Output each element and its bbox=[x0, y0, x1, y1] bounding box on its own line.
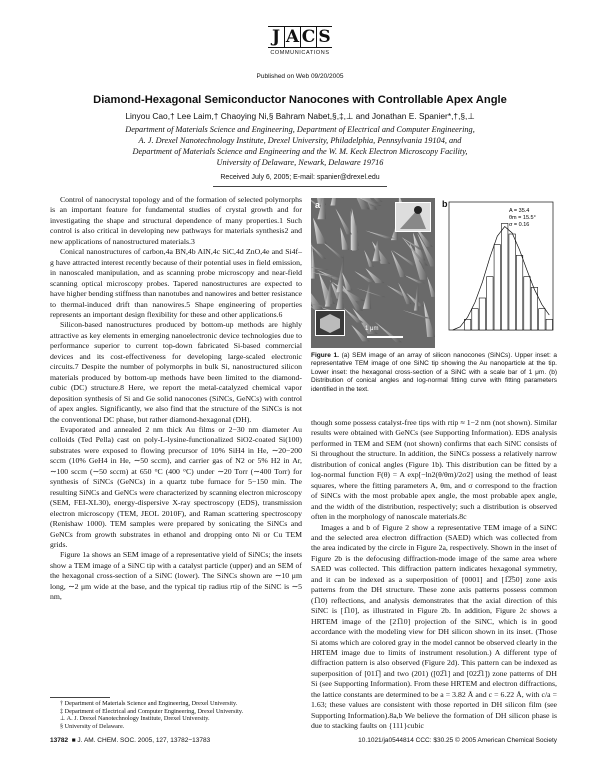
histogram-bar bbox=[509, 234, 515, 330]
legend-text: σ = 0.16 bbox=[509, 222, 530, 228]
legend-text: A = 35.4 bbox=[509, 208, 530, 214]
tem-tip-inset bbox=[395, 202, 431, 232]
affiliations bbox=[90, 124, 510, 168]
legend-text: θm = 15.5° bbox=[509, 215, 536, 221]
paragraph: Control of nanocrystal topology and of the formation of selected polymorphs is an important feature for fundamental studies of crystal growth and for investigating the shape and structural dependence of many properties.1 Such control is also critical in developing new pathways for materials synthesis2 and new applications of nanostructured materials.3 bbox=[50, 195, 302, 246]
paragraph: Figure 1a shows an SEM image of a representative yield of SiNCs; the insets show a TEM image of a SiNC tip with a catalyst particle (upper) and an SEM of the hexagonal cross-section of a SiNC (lower). The SiNCs shown are ∼10 μm long, ∼2 μm wide at the base, and the typical tip radius rtip of the SiNC is ∼5 nm, bbox=[50, 550, 302, 602]
right-column bbox=[311, 418, 557, 732]
page-number: 13782 bbox=[50, 737, 69, 744]
published-date: Published on Web 09/20/2005 bbox=[256, 73, 344, 80]
footnote: ⊥ A. J. Drexel Nanotechnology Institute, Drexel University. bbox=[60, 715, 210, 723]
histogram-bar bbox=[546, 319, 552, 330]
footnotes bbox=[50, 700, 302, 730]
panel-b-label: b bbox=[442, 199, 448, 209]
footnote-rule bbox=[50, 697, 110, 698]
logo-letter: C bbox=[301, 27, 316, 47]
footnote: ‡ Department of Electrical and Computer Engineering, Drexel University. bbox=[60, 707, 244, 715]
scale-label: 1 μm bbox=[365, 326, 379, 332]
histogram-bar bbox=[502, 223, 508, 330]
author-list: Linyou Cao,† Lee Laim,† Chaoying Ni,§ Bahram Nabet,§,‡,⊥ and Jonathan E. Spanier*,†,§,⊥ bbox=[125, 111, 475, 121]
histogram-bar bbox=[516, 255, 522, 330]
footnote: § University of Delaware. bbox=[60, 722, 125, 730]
hexagon-cross-section bbox=[316, 311, 344, 335]
histogram-bar bbox=[524, 277, 530, 330]
histogram-bar bbox=[472, 309, 478, 330]
histogram-bar bbox=[494, 245, 500, 330]
received-line: Received July 6, 2005; E-mail: spanier@drexel.edu bbox=[220, 174, 380, 181]
article-title: Diamond-Hexagonal Semiconductor Nanocones with Controllable Apex Angle bbox=[93, 94, 507, 106]
caption-label: Figure 1. bbox=[311, 352, 339, 359]
logo-subtitle: COMMUNICATIONS bbox=[270, 50, 330, 56]
journal-logo bbox=[268, 26, 332, 56]
page-footer bbox=[50, 737, 557, 744]
figure-1 bbox=[311, 198, 557, 348]
footer-right: 10.1021/ja0544814 CCC: $30.25 © 2005 American Chemical Society bbox=[358, 737, 557, 744]
left-column bbox=[50, 195, 302, 603]
angle-distribution-chart bbox=[439, 198, 557, 348]
affiliation-line: Department of Materials Science and Engineering and the W. M. Keck Electron Microscopy Facility, bbox=[132, 147, 468, 156]
tem-tip-inset-image bbox=[396, 203, 430, 231]
sem-image-panel bbox=[311, 198, 435, 348]
cross-section-inset bbox=[315, 310, 345, 336]
logo-letter: J bbox=[271, 27, 281, 47]
histogram-bar bbox=[479, 298, 485, 330]
footer-left bbox=[50, 737, 210, 744]
footnote: † Department of Materials Science and Engineering, Drexel University. bbox=[60, 700, 238, 707]
panel-a-label: a bbox=[315, 200, 321, 210]
affiliation-line: University of Delaware, Newark, Delaware 19716 bbox=[216, 158, 384, 167]
paragraph: Silicon-based nanostructures produced by bottom-up methods are highly attractive as key elements in emerging nanoelectronic device technologies due to performance superior to current top-down fabricated Si-based commercial devices and its cost-effectiveness for developing large-scaled electronic circuits.7 Despite the number of polymorphs in bulk Si, nanostructured silicon materials produced by bottom-up methods have been limited to the diamond-cubic (DC) structure.8 Here, we report the metal-catalyzed chemical vapor deposition synthesis of Si and Ge solid nanocones (SiNCs, GeNCs) with control of apex angles. Significantly, we also find that the structure of the SiNCs is not the conventional DC phase, but rather diamond-hexagonal (DH). bbox=[50, 320, 302, 424]
affiliation-line: A. J. Drexel Nanotechnology Institute, Drexel University, Philadelphia, Pennsylvania 19104, and bbox=[138, 136, 462, 145]
histogram-svg bbox=[439, 198, 557, 348]
scale-bar bbox=[367, 336, 403, 338]
figure-caption bbox=[311, 352, 557, 394]
paragraph: though some possess catalyst-free tips with rtip ≈ 1−2 nm (not shown). Similar results were obtained with GeNCs (see Supporting Information). EDS analysis performed in TEM and SEM (not shown) confirms that each SiNC consists of Si throughout the structure. In addition, the SiNCs possess a relatively narrow distribution of conical angles (Figure 1b). This distribution can be fitted by a log-normal function F(θ) = A exp[−ln2(θ/θm)/2σ2] using the method of least squares, where the fitting parameters A, θm, and σ correspond to the fraction of SiNCs with the most probable apex angle, the most probable apex angle, and the width of the distribution, respectively; such a distribution is observed often in the morphology of nanoscale materials.8c bbox=[311, 418, 557, 522]
caption-text: (a) SEM image of an array of silicon nanocones (SiNCs). Upper inset: a representative TEM image of one SiNC tip showing the Au nanoparticle at the tip. Lower inset: the hexagonal cross-section of a SiNC with a scale bar of 1 μm. (b) Distribution of conical angles and log-normal fitting curve with fitting parameters identified in the text. bbox=[311, 352, 558, 393]
histogram-bar bbox=[539, 309, 545, 330]
logo-letter: S bbox=[316, 27, 332, 47]
paragraph: Images a and b of Figure 2 show a representative TEM image of a SiNC and the selected area electron diffraction (SAED) which was collected from the area indicated by the circle in Figure 2a, respectively. Shown in the inset of Figure 2b is the defocusing diffraction-mode image of the same area where SAED was collected. This diffraction pattern indicates hexagonal symmetry, and it can be indexed as a superposition of [0001] and [1̅2̅50] zone axis patterns from the DH structure. These zone axis patterns possess common (1̅10) reflections, and analysis demonstrates that the axial direction of this SiNC is [1̅10], as illustrated in Figure 2b. In addition, Figure 2c shows a HRTEM image of the [21̅10] projection of the SiNC, which is in good accordance with the modeling view for DH silicon shown in its inset. (Those Si atoms which are colored gray in the model cannot be observed clearly in the HRTEM image due to limits of instrument resolution.) A different type of diffraction pattern is also observed (Figure 2d). This pattern can be indexed as superposition of [011̅] and two (201) ([02̅1] and [022̅1]) zone patterns of DH Si (see Supporting Information). From these HRTEM and electron diffractions, the lattice constants are determined to be a = 3.82 Å and c = 6.22 Å, with c/a = 1.63; these values are consistent with those reported in DH silicon film (see Supporting Information).8a,b We believe the formation of DH silicon phase is due to stacking faults on {111}cubic bbox=[311, 522, 557, 731]
header-rule bbox=[213, 186, 387, 187]
histogram-bar bbox=[464, 319, 470, 330]
affiliation-line: Department of Materials Science and Engineering, Department of Electrical and Computer Engineering, bbox=[125, 125, 475, 134]
paragraph: Evaporated and annealed 2 nm thick Au films or 2−30 nm diameter Au colloids (Ted Pella) cast on poly-L-lysine-functionalized SiO2-coated Si(100) substrates were exposed to flowing precursor of 10% SiH4 in He, ∼20−200 sccm (10% GeH4 in He, ∼50 sccm), and carrier gas of N2 or 5% H2 in Ar, ∼100 sccm (∼50 sccm) at 650 °C (400 °C) under ∼20 Torr (∼400 Torr) for synthesis of SiNCs (GeNCs) in a quartz tube furnace for 5−150 min. The resulting SiNCs and GeNCs were characterized by scanning electron microscopy (SEM, FEI-XL30), energy-dispersive X-ray spectroscopy (EDS), transmission electron microscopy (TEM, JEOL 2010F), and Raman scattering spectroscopy (Renishaw 1000). TEM samples were prepared by sonicating the SiNCs and GeNCs from growth substrates in ethanol and dropping onto Ni or Cu TEM grids. bbox=[50, 424, 302, 549]
logo-letter: A bbox=[285, 27, 300, 47]
histogram-bar bbox=[487, 277, 493, 330]
journal-citation: ■ J. AM. CHEM. SOC. 2005, 127, 13782−13783 bbox=[71, 737, 211, 744]
paragraph: Conical nanostructures of carbon,4a BN,4b AlN,4c SiC,4d ZnO,4e and Si4f–g have attracted interest recently because of their potential uses in field emission, in nanoscaled manipulation, and as scanning probe microscopy and near-field scanning optical microscopy probes. Tapered nanostructures are expected to have higher bending stiffness than nanotubes and nanowires and better resistance to thermal-induced drift than nanowires.5 Shape engineering of properties represents an important design flexibility for these and other applications.6 bbox=[50, 247, 302, 319]
